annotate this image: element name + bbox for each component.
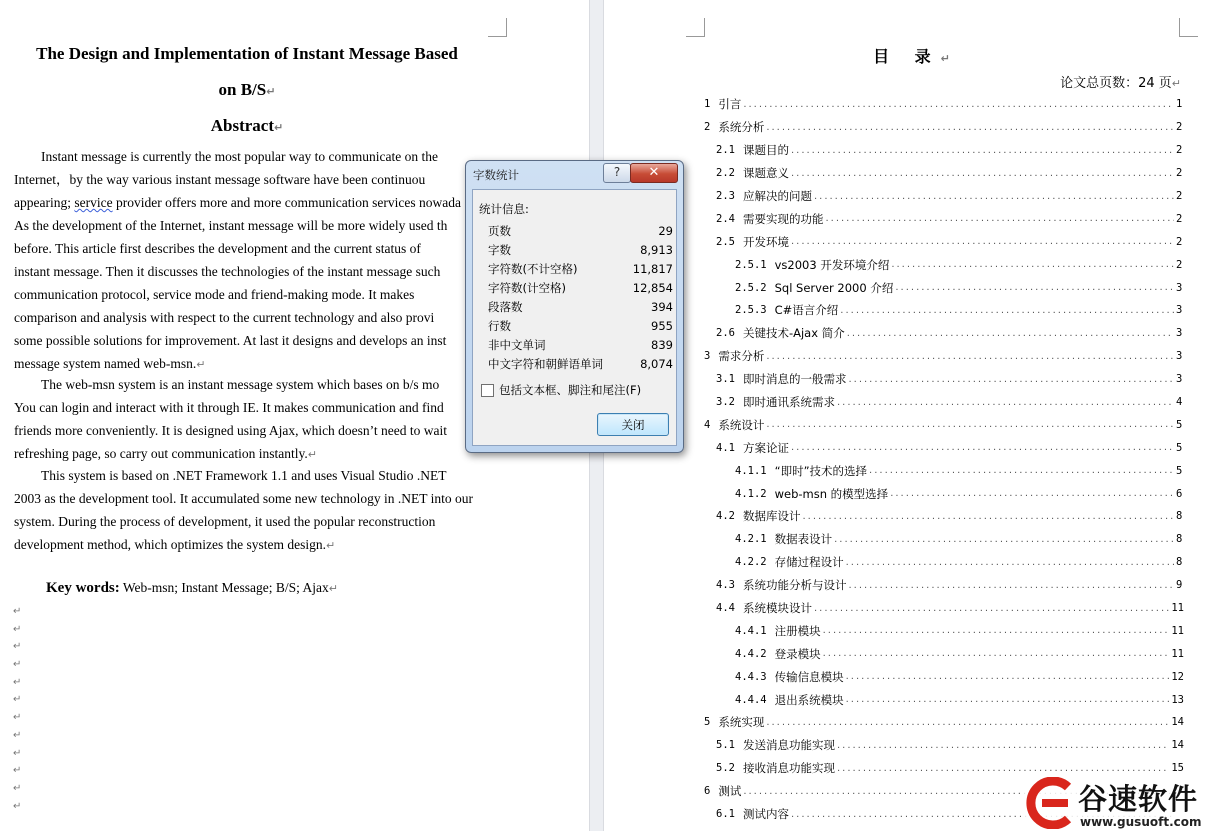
toc-entry[interactable] — [604, 253, 1184, 276]
toc-entry-page: 2 — [1176, 190, 1183, 202]
toc-entry-number: 5 — [704, 716, 711, 729]
toc-entry-page: 3 — [1176, 373, 1183, 386]
toc-entry-number: 4.4.2 — [735, 647, 767, 660]
toc-leader-dots — [890, 488, 1174, 499]
statistic-row — [488, 335, 673, 354]
toc-title: 目 录↵ — [873, 47, 950, 66]
toc-leader-dots — [766, 351, 1174, 362]
dialog-body — [472, 189, 677, 446]
toc-entry-text: Sql Server 2000 介绍 — [774, 280, 894, 295]
toc-entry-number: 2.4 — [716, 212, 735, 225]
toc-leader-dots — [846, 557, 1174, 568]
toc-entry-page: 4 — [1176, 396, 1183, 409]
squiggle-line: appearing; service provider offers more and more communication services nowada — [14, 195, 461, 210]
toc-entry-number: 4.4.3 — [735, 670, 767, 683]
brand-url: www.gusuoft.com — [1080, 815, 1202, 829]
abstract-paragraph-1: Instant message is currently the most popular way to communicate on the Internet，by the way various instant message software have been continuou appearing; service provider offers more and more communication services nowada As the development of the Internet, instant message will be more widely used th before. This article first describes the development and the current status of instant message. Then it discusses the technologies of the instant message such communication protocol, service mode and friend-making mode. It makes comparison and analysis with respect to the current technology and also provi some possible solutions for improvement. At last it designs and develops an inst message system named web-msn.↵ — [14, 145, 480, 376]
statistic-label: 字数 — [488, 242, 511, 257]
toc-entry-number: 4.2 — [716, 510, 735, 523]
statistic-value: 8,074 — [640, 356, 673, 371]
toc-entry-number: 2.1 — [716, 144, 735, 157]
toc-entry-text: 数据库设计 — [742, 509, 801, 524]
toc-entry-page: 11 — [1171, 647, 1184, 660]
toc-entry-text: 关键技术-Ajax 简介 — [742, 326, 845, 341]
toc-entry-page: 11 — [1171, 602, 1184, 615]
toc-entry[interactable] — [604, 665, 1184, 688]
toc-entry-text: 课题目的 — [742, 143, 789, 158]
toc-entry-text: 登录模块 — [774, 646, 821, 661]
statistic-value: 839 — [651, 337, 673, 352]
toc-leader-dots — [743, 99, 1174, 110]
toc-entry-text: 引言 — [718, 97, 742, 112]
toc-entry-number: 2.5.3 — [735, 304, 767, 317]
toc-entry-text: 需求分析 — [718, 349, 765, 364]
toc-entry-page: 2 — [1176, 121, 1183, 134]
abstract-paragraph-3: This system is based on .NET Framework 1.1 and uses Visual Studio .NET 2003 as the development tool. It accumulated some new technology in .NET into our system. During the process of development, it used the popular reconstruction development method, which optimizes the system design.↵ — [14, 468, 474, 552]
close-button[interactable]: 关闭 — [597, 413, 669, 436]
toc-entry-page: 5 — [1176, 464, 1183, 477]
toc-leader-dots — [848, 374, 1174, 385]
toc-leader-dots — [891, 259, 1174, 270]
toc-entry-number: 4 — [704, 418, 711, 431]
toc-entry-number: 2.2 — [716, 167, 735, 180]
toc-entry[interactable] — [604, 299, 1184, 322]
toc-entry-text: 应解决的问题 — [742, 189, 812, 203]
statistic-row — [488, 316, 673, 335]
toc-entry-page: 3 — [1176, 350, 1183, 363]
toc-leader-dots — [837, 763, 1169, 774]
toc-entry-number: 2.6 — [716, 327, 735, 340]
toc-entry-text: 系统模块设计 — [742, 601, 812, 616]
toc-entry-page: 9 — [1176, 579, 1183, 592]
brand-logo-icon — [1022, 777, 1074, 829]
toc-entry-text: web-msn 的模型选择 — [774, 486, 889, 501]
statistic-label: 段落数 — [488, 299, 523, 314]
toc-entry[interactable] — [604, 528, 1184, 551]
toc-leader-dots — [823, 625, 1170, 636]
toc-entry[interactable] — [604, 345, 1184, 368]
toc-leader-dots — [791, 236, 1174, 247]
toc-leader-dots — [895, 282, 1174, 293]
dialog-title: 字数统计 — [473, 168, 519, 182]
toc-entry-text: 测试 — [718, 784, 742, 799]
toc-entry-page: 6 — [1176, 487, 1183, 500]
page-corner-mark — [686, 18, 705, 37]
toc-entry-number: 4.4.4 — [735, 693, 767, 706]
toc-entry-number: 6.1 — [716, 808, 735, 821]
statistic-label: 非中文单词 — [488, 337, 546, 352]
keywords-label: Key words: — [46, 580, 120, 596]
toc-leader-dots — [791, 145, 1174, 156]
toc-leader-dots — [837, 740, 1169, 751]
toc-entry-text: 需要实现的功能 — [742, 211, 824, 226]
toc-entry-text: 开发环境 — [742, 234, 789, 249]
toc-entry-number: 2.3 — [716, 190, 735, 202]
toc-entry-number: 5.2 — [716, 762, 735, 775]
toc-entry-text: “即时”技术的选择 — [774, 463, 868, 478]
toc-entry-text: 接收消息功能实现 — [742, 761, 835, 776]
statistics-list — [488, 221, 673, 373]
toc-entry[interactable] — [604, 459, 1184, 482]
toc-entry-text: 即时通讯系统需求 — [742, 395, 835, 410]
include-textboxes-checkbox[interactable] — [481, 382, 641, 398]
toc-entry-number: 1 — [704, 98, 711, 111]
toc-entry-number: 4.3 — [716, 579, 735, 592]
statistic-value: 29 — [658, 223, 673, 238]
statistic-label: 行数 — [488, 318, 511, 333]
statistic-row — [488, 297, 673, 316]
toc-entry[interactable] — [604, 688, 1184, 711]
toc-entry-text: 退出系统模块 — [774, 692, 844, 707]
toc-entry-page: 2 — [1176, 258, 1183, 271]
toc-entry-page: 5 — [1176, 441, 1183, 454]
toc-entry[interactable] — [604, 207, 1184, 230]
toc-entry[interactable] — [604, 391, 1184, 414]
toc-entry[interactable] — [604, 711, 1184, 734]
toc-entry-text: vs2003 开发环境介绍 — [774, 257, 890, 272]
toc-entry-text: 即时消息的一般需求 — [742, 372, 847, 387]
toc-entry-page: 14 — [1171, 739, 1184, 752]
toc-entry-text: 系统实现 — [718, 715, 765, 730]
empty-paragraph-marks: ↵ ↵ ↵ ↵ ↵ ↵ ↵ ↵ ↵ ↵ ↵ ↵ — [13, 606, 22, 812]
toc-entry-text: 课题意义 — [742, 166, 789, 181]
paper-title-line1: The Design and Implementation of Instant Message Based — [36, 44, 458, 63]
toc-entry-page: 3 — [1176, 304, 1183, 317]
statistics-label: 统计信息: — [479, 202, 529, 216]
keywords-value: Web-msn; Instant Message; B/S; Ajax — [122, 580, 329, 595]
toc-leader-dots — [847, 328, 1174, 339]
checkbox-label: 包括文本框、脚注和尾注(F) — [499, 383, 642, 397]
toc-entry-number: 4.4.1 — [735, 624, 767, 637]
toc-entry-number: 2.5.1 — [735, 258, 767, 271]
toc-entry-number: 3.1 — [716, 373, 735, 386]
toc-entry[interactable] — [604, 642, 1184, 665]
toc-leader-dots — [834, 534, 1174, 545]
toc-entry-page: 8 — [1176, 533, 1183, 546]
statistic-row — [488, 221, 673, 240]
toc-entry-text: 传输信息模块 — [774, 669, 844, 684]
toc-entry[interactable] — [604, 436, 1184, 459]
toc-entry-page: 8 — [1176, 510, 1183, 523]
statistic-value: 12,854 — [632, 280, 673, 295]
table-of-contents — [604, 93, 1184, 826]
statistic-value: 955 — [651, 318, 673, 333]
toc-entry[interactable] — [604, 322, 1184, 345]
toc-entry[interactable] — [604, 162, 1184, 185]
abstract-paragraph-2: The web-msn system is an instant message system which bases on b/s mo You can login and interact with it through IE. It makes communication and find friends more conveniently. It is designed using Ajax, which doesn’t need to wait refreshing page, so carry out communication instantly.↵ — [14, 377, 448, 461]
toc-leader-dots — [802, 511, 1174, 522]
statistic-label: 页数 — [488, 223, 511, 238]
toc-leader-dots — [766, 717, 1169, 728]
toc-entry[interactable] — [604, 413, 1184, 436]
toc-entry-page: 8 — [1176, 556, 1183, 569]
toc-entry-page: 11 — [1171, 624, 1184, 637]
toc-entry-number: 3.2 — [716, 396, 735, 409]
statistic-row — [488, 259, 673, 278]
statistic-row — [488, 240, 673, 259]
help-button[interactable]: ? — [603, 163, 631, 183]
toc-entry-page: 2 — [1176, 212, 1183, 225]
toc-leader-dots — [766, 419, 1174, 430]
toc-entry-number: 3 — [704, 350, 711, 363]
toc-entry[interactable] — [604, 734, 1184, 757]
toc-total-pages: 论文总页数：24 页↵ — [1060, 76, 1181, 91]
toc-entry-number: 4.1 — [716, 441, 735, 454]
document-page-right — [604, 0, 1219, 831]
toc-entry-page: 15 — [1171, 762, 1184, 775]
toc-entry[interactable] — [604, 482, 1184, 505]
watermark-logo — [1022, 775, 1217, 831]
toc-entry-text: 方案论证 — [742, 440, 789, 455]
toc-entry-page: 5 — [1176, 418, 1183, 431]
toc-leader-dots — [848, 580, 1174, 591]
statistic-value: 11,817 — [632, 261, 673, 276]
statistic-label: 中文字符和朝鲜语单词 — [488, 356, 603, 371]
toc-entry-number: 2.5 — [716, 235, 735, 248]
toc-leader-dots — [791, 442, 1174, 453]
toc-entry[interactable] — [604, 619, 1184, 642]
toc-entry[interactable] — [604, 574, 1184, 597]
statistic-row — [488, 278, 673, 297]
toc-leader-dots — [837, 397, 1174, 408]
toc-entry-number: 2.5.2 — [735, 281, 767, 294]
toc-entry-page: 12 — [1171, 670, 1184, 683]
toc-entry[interactable] — [604, 597, 1184, 620]
checkbox-box[interactable] — [481, 384, 494, 397]
statistic-row — [488, 354, 673, 373]
toc-entry-text: 存储过程设计 — [774, 555, 844, 570]
keywords-line: Key words: Web-msn; Instant Message; B/S; Ajax↵ — [46, 580, 339, 596]
toc-entry[interactable] — [604, 93, 1184, 116]
brand-name: 谷速软件 — [1078, 782, 1199, 816]
toc-leader-dots — [814, 191, 1174, 202]
toc-entry[interactable] — [604, 368, 1184, 391]
toc-entry-text: 系统功能分析与设计 — [742, 578, 847, 593]
toc-entry-text: 发送消息功能实现 — [742, 738, 835, 753]
toc-entry[interactable] — [604, 551, 1184, 574]
statistic-value: 8,913 — [640, 242, 673, 257]
toc-leader-dots — [823, 648, 1170, 659]
toc-entry-page: 2 — [1176, 167, 1183, 180]
paper-title-line2: on B/S↵ — [218, 80, 276, 99]
toc-entry-text: 系统分析 — [718, 120, 765, 135]
toc-entry-number: 5.1 — [716, 739, 735, 752]
toc-leader-dots — [814, 603, 1169, 614]
toc-leader-dots — [766, 122, 1174, 133]
toc-entry-page: 1 — [1176, 98, 1183, 111]
abstract-heading: Abstract↵ — [210, 116, 284, 135]
toc-leader-dots — [869, 465, 1174, 476]
toc-entry[interactable] — [604, 139, 1184, 162]
toc-entry-text: 注册模块 — [774, 623, 821, 638]
statistic-value: 394 — [651, 299, 673, 314]
toc-entry-page: 3 — [1176, 327, 1183, 340]
word-count-dialog — [465, 160, 684, 453]
toc-entry-text: 数据表设计 — [774, 532, 833, 547]
toc-entry-number: 4.2.1 — [735, 533, 767, 546]
toc-entry[interactable] — [604, 116, 1184, 139]
statistic-label: 字符数(计空格) — [488, 280, 566, 295]
statistic-label: 字符数(不计空格) — [488, 261, 578, 276]
toc-leader-dots — [846, 671, 1170, 682]
toc-entry-number: 4.1.2 — [735, 487, 767, 500]
toc-entry[interactable] — [604, 185, 1184, 208]
toc-entry-number: 2 — [704, 121, 711, 134]
toc-entry-text: 测试内容 — [742, 807, 789, 822]
toc-entry[interactable] — [604, 230, 1184, 253]
toc-entry-text: 系统设计 — [718, 417, 765, 432]
toc-leader-dots — [846, 694, 1170, 705]
toc-entry-number: 4.4 — [716, 602, 735, 615]
page-corner-mark — [1179, 18, 1198, 37]
toc-entry-number: 6 — [704, 785, 711, 798]
toc-entry-page: 14 — [1171, 716, 1184, 729]
page-corner-mark — [488, 18, 507, 37]
toc-entry[interactable] — [604, 276, 1184, 299]
toc-entry-page: 13 — [1171, 693, 1184, 706]
toc-entry-page: 2 — [1176, 235, 1183, 248]
toc-entry-page: 3 — [1176, 281, 1183, 294]
toc-entry-number: 4.2.2 — [735, 556, 767, 569]
toc-leader-dots — [840, 305, 1174, 316]
toc-entry-number: 4.1.1 — [735, 464, 767, 477]
toc-entry-text: C#语言介绍 — [774, 303, 839, 318]
toc-entry[interactable] — [604, 505, 1184, 528]
toc-entry-page: 2 — [1176, 144, 1183, 157]
toc-leader-dots — [791, 168, 1174, 179]
toc-leader-dots — [825, 213, 1174, 224]
close-icon[interactable]: ✕ — [630, 163, 678, 183]
